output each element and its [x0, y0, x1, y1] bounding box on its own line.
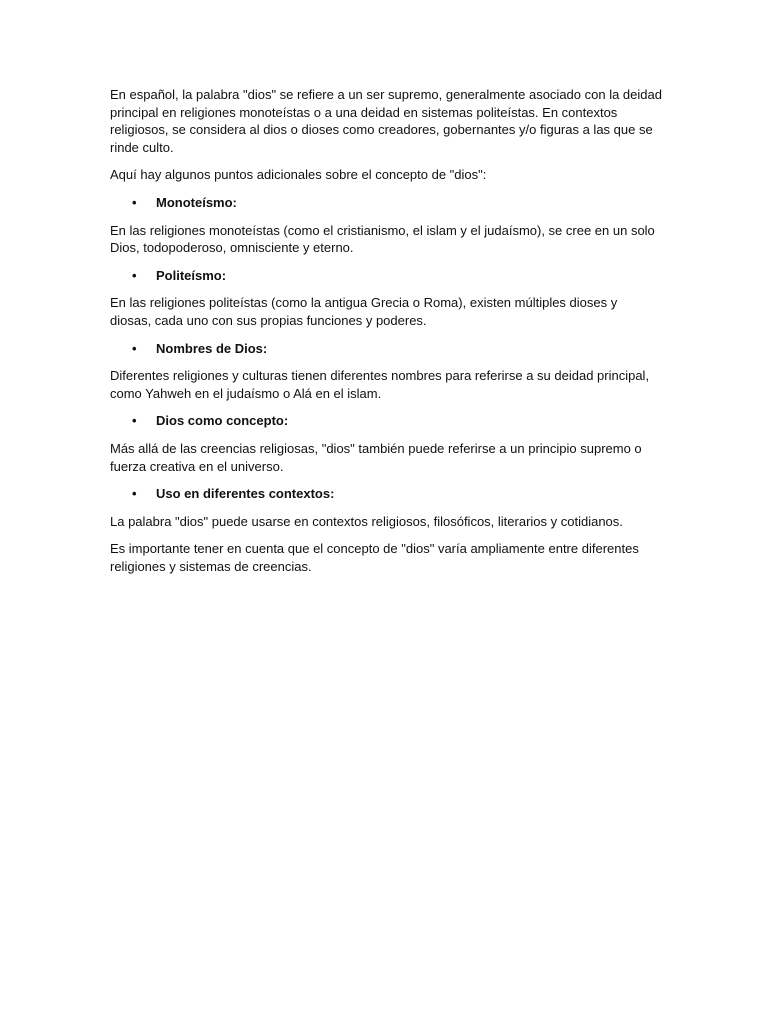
bullet-item-politeismo: [110, 267, 662, 285]
bullet-heading: Uso en diferentes contextos:: [156, 486, 335, 502]
bullet-item-monoteismo: [110, 194, 662, 212]
section-body: La palabra "dios" puede usarse en contextos religiosos, filosóficos, literarios y cotidianos.: [110, 513, 623, 529]
section-body: Diferentes religiones y culturas tienen diferentes nombres para referirse a su deidad principal, como Yahweh en el judaísmo o Alá en el islam.: [110, 368, 650, 401]
conclusion-paragraph: Es importante tener en cuenta que el concepto de "dios" varía ampliamente entre diferentes religiones y sistemas de creencias.: [110, 541, 639, 574]
section-body: En las religiones monoteístas (como el cristianismo, el islam y el judaísmo), se cree en un solo Dios, todopoderoso, omnisciente y eterno.: [110, 222, 655, 256]
bullet-heading: Politeísmo:: [156, 267, 227, 283]
bullet-item-nombres-de-dios: [110, 340, 662, 358]
section-body: Más allá de las creencias religiosas, "dios" también puede referirse a un principio supremo o fuerza creativa en el universo.: [110, 440, 642, 474]
bullet-dot: •: [132, 194, 137, 210]
intro-paragraph: En español, la palabra "dios" se refiere a un ser supremo, generalmente asociado con la deidad principal en religiones monoteístas o a una deidad en sistemas politeístas. En contextos religiosos, se considera al dios o dioses como creadores, gobernantes y/o figuras a las que se rinde culto.: [110, 87, 662, 155]
lead-paragraph: Aquí hay algunos puntos adicionales sobre el concepto de "dios":: [110, 167, 487, 183]
bullet-heading: Monoteísmo:: [156, 194, 237, 210]
document-page: [110, 86, 662, 585]
bullet-heading: Dios como concepto:: [156, 413, 289, 429]
bullet-heading: Nombres de Dios:: [156, 340, 268, 356]
bullet-dot: •: [132, 413, 137, 429]
section-body: En las religiones politeístas (como la antigua Grecia o Roma), existen múltiples dioses y diosas, cada uno con sus propias funciones y poderes.: [110, 295, 618, 328]
bullet-dot: •: [132, 340, 137, 356]
bullet-item-uso-en-contextos: [110, 485, 662, 503]
bullet-item-dios-como-concepto: [110, 412, 662, 430]
bullet-dot: •: [132, 486, 137, 502]
bullet-dot: •: [132, 267, 137, 283]
